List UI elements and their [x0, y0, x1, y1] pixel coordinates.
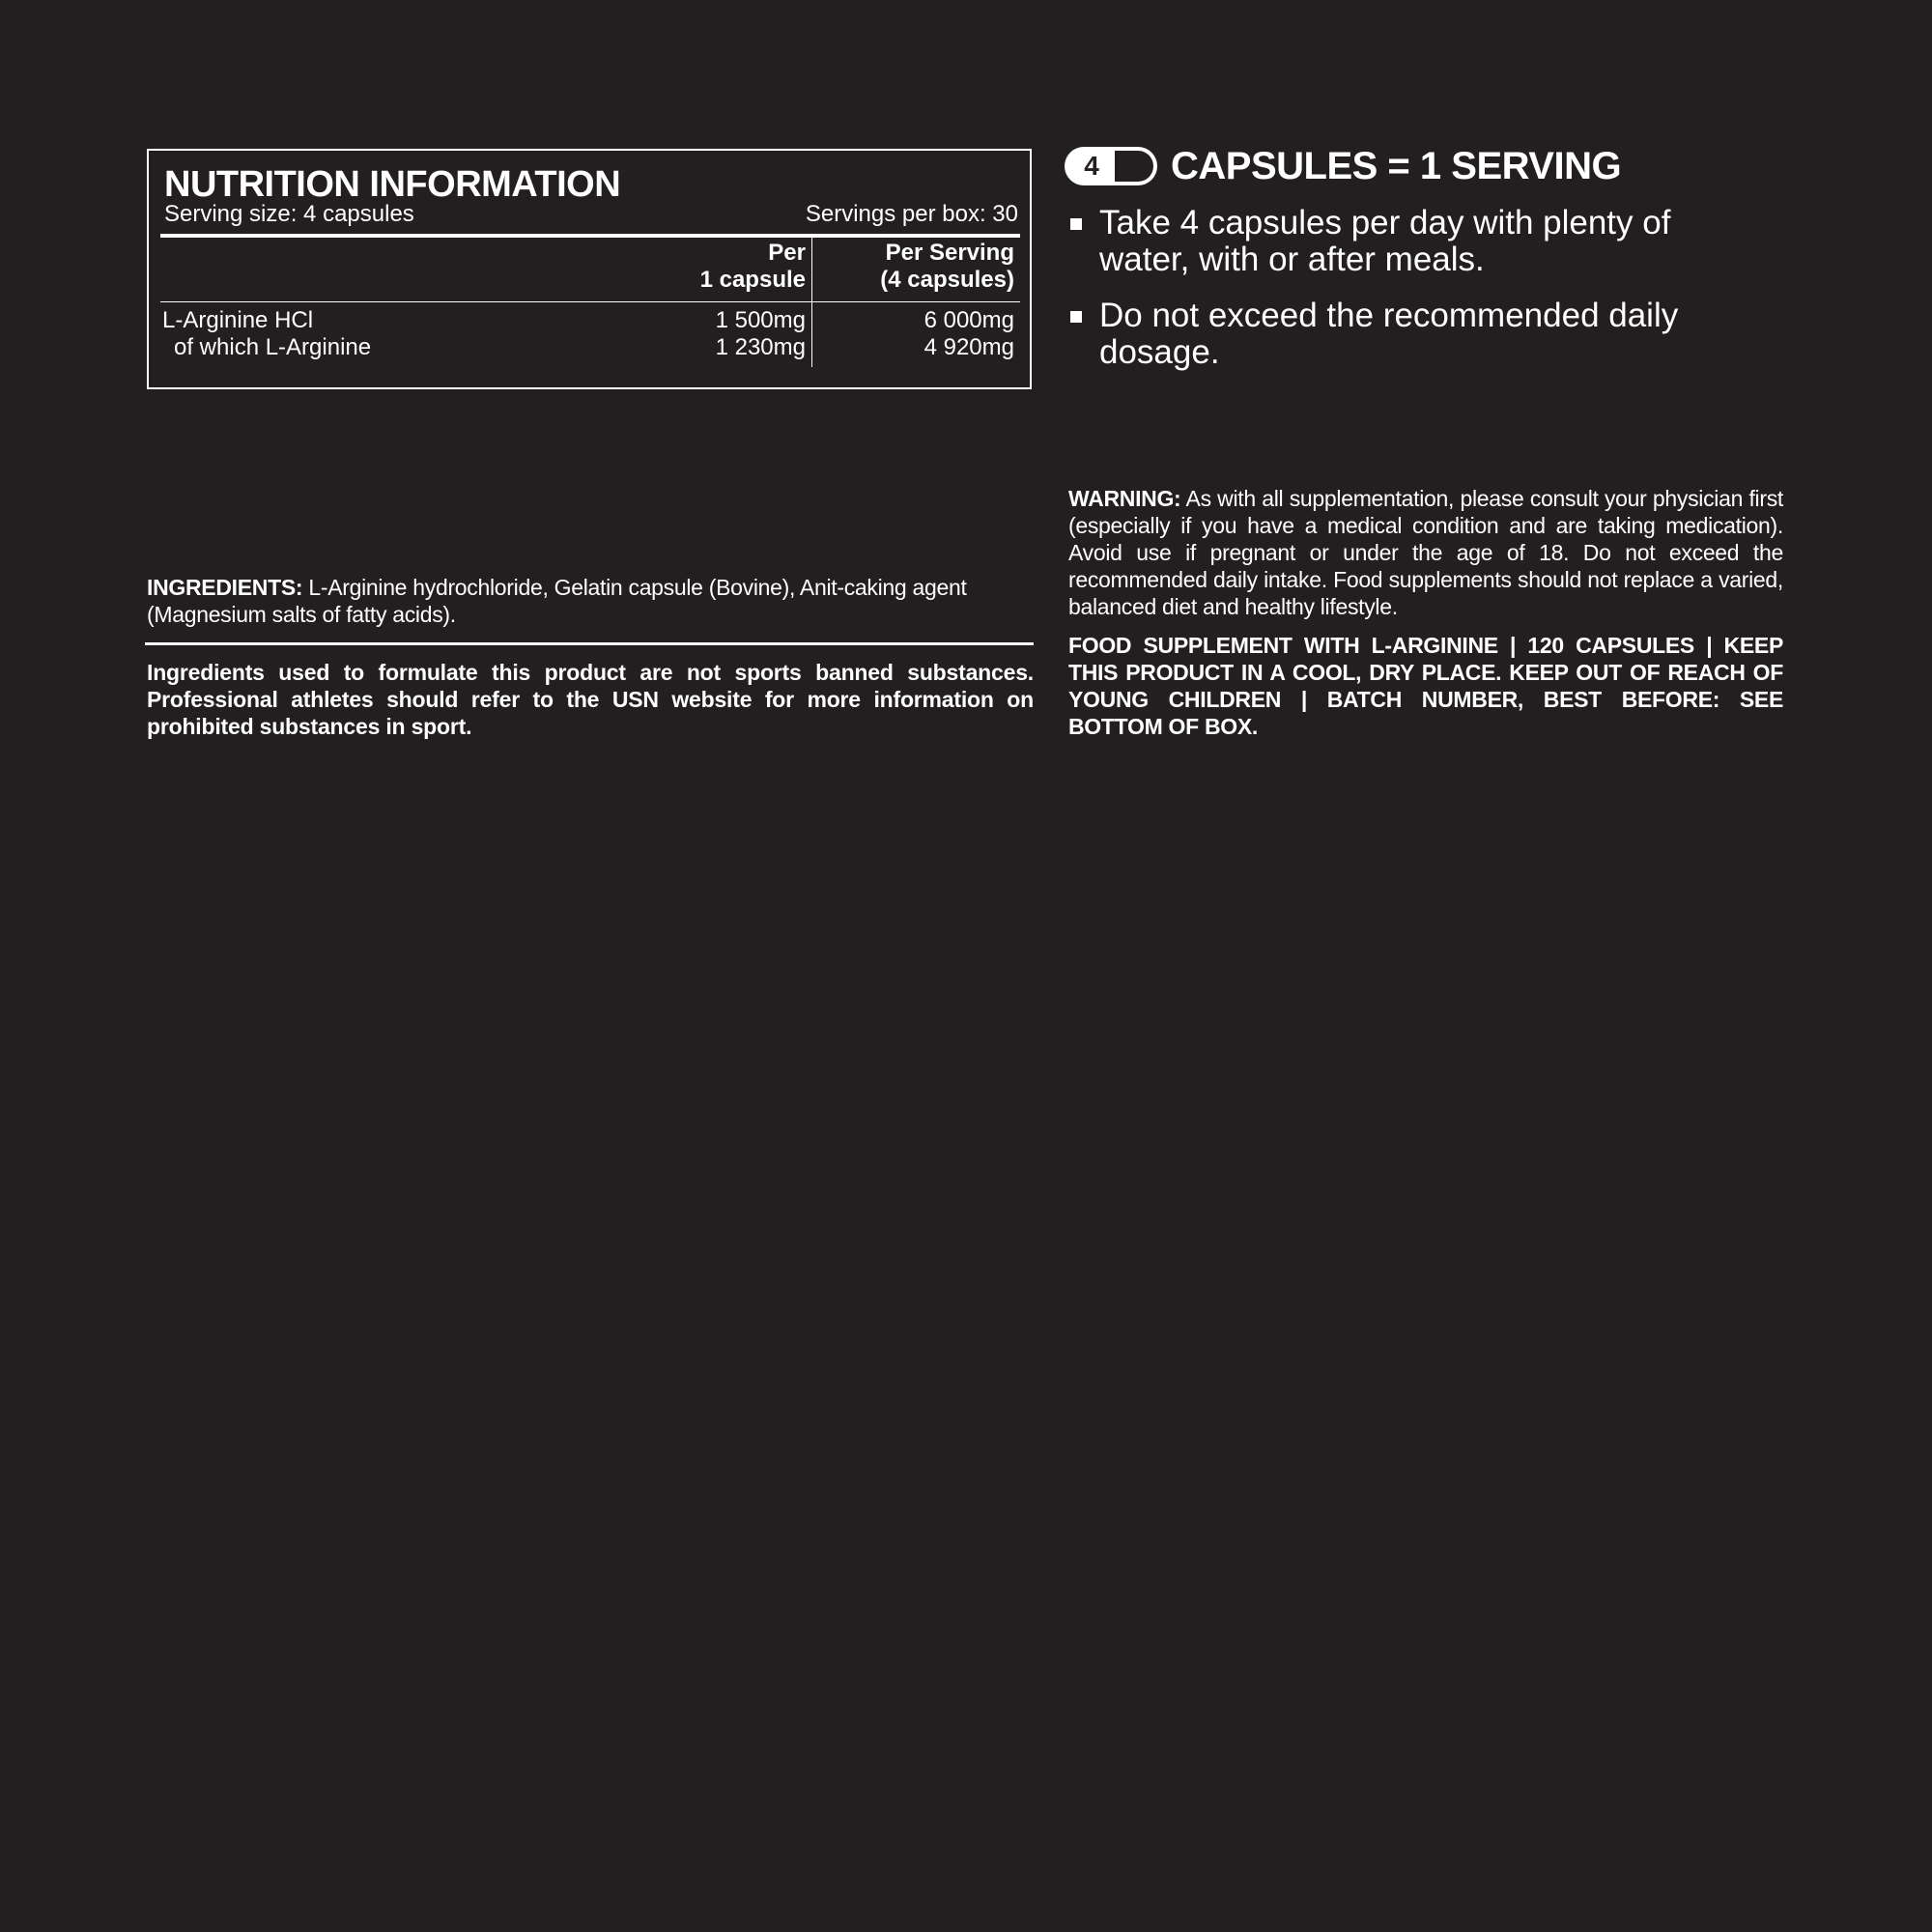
row-value-per-serving: 4 920mg — [923, 334, 1014, 360]
capsule-count: 4 — [1065, 147, 1115, 185]
table-column-divider — [811, 238, 812, 367]
square-bullet-icon — [1070, 311, 1082, 323]
table-thick-divider — [160, 234, 1020, 238]
capsule-icon — [1065, 147, 1157, 185]
row-value-per-capsule: 1 500mg — [715, 307, 806, 333]
warning — [1068, 485, 1783, 620]
ingredients-divider — [145, 642, 1034, 645]
bullet-text: Take 4 capsules per day with plenty of water, with or after meals. — [1099, 204, 1671, 278]
warning-label: WARNING: — [1068, 486, 1181, 511]
dosage-instructions — [1068, 205, 1745, 390]
column-header-line: 1 capsule — [699, 267, 806, 293]
capsule-outline — [1113, 147, 1157, 185]
nutrition-title: NUTRITION INFORMATION — [164, 164, 621, 205]
column-header-per-serving — [880, 240, 1014, 294]
servings-per-box: Servings per box: 30 — [805, 201, 1018, 227]
warning-text: As with all supplementation, please consult your physician first (especially if you have a medical condition and are taking medication). Avoid use if pregnant or under the age of 18. Do not exceed the recommended daily intake. Food supplements should not replace a varied, balanced diet and healthy lifestyle. — [1068, 486, 1783, 619]
square-bullet-icon — [1070, 218, 1082, 230]
column-header-line: Per — [768, 240, 806, 266]
row-value-per-capsule: 1 230mg — [715, 334, 806, 360]
ingredients-label: INGREDIENTS: — [147, 575, 303, 600]
serving-title: CAPSULES = 1 SERVING — [1171, 145, 1622, 187]
sports-banned-note: Ingredients used to formulate this product are not sports banned substances. Professional athletes should refer to the USN website for more information on prohibited substances in sport. — [147, 660, 1034, 739]
ingredients — [147, 574, 1036, 628]
row-value-per-serving: 6 000mg — [923, 307, 1014, 333]
column-header-line: Per Serving — [885, 240, 1014, 266]
list-item — [1068, 298, 1745, 371]
bullet-text: Do not exceed the recommended daily dosage. — [1099, 297, 1679, 371]
nutrition-table — [147, 149, 1032, 389]
column-header-per-capsule — [700, 240, 806, 294]
list-item — [1068, 205, 1745, 278]
ingredients-text: L-Arginine hydrochloride, Gelatin capsule (Bovine), Anit-caking agent (Magnesium salts of fatty acids). — [147, 575, 967, 627]
table-thin-divider — [160, 301, 1020, 302]
column-header-line: (4 capsules) — [880, 267, 1014, 293]
row-label-l-arginine: of which L-Arginine — [174, 334, 372, 360]
row-label-arginine-hcl: L-Arginine HCl — [162, 307, 314, 333]
serving-size: Serving size: 4 capsules — [164, 201, 414, 227]
storage-info: FOOD SUPPLEMENT WITH L-ARGININE | 120 CAPSULES | KEEP THIS PRODUCT IN A COOL, DRY PLACE. KEEP OUT OF REACH OF YOUNG CHILDREN | BATCH NUMBER, BEST BEFORE: SEE BOTTOM OF BOX. — [1068, 633, 1783, 739]
